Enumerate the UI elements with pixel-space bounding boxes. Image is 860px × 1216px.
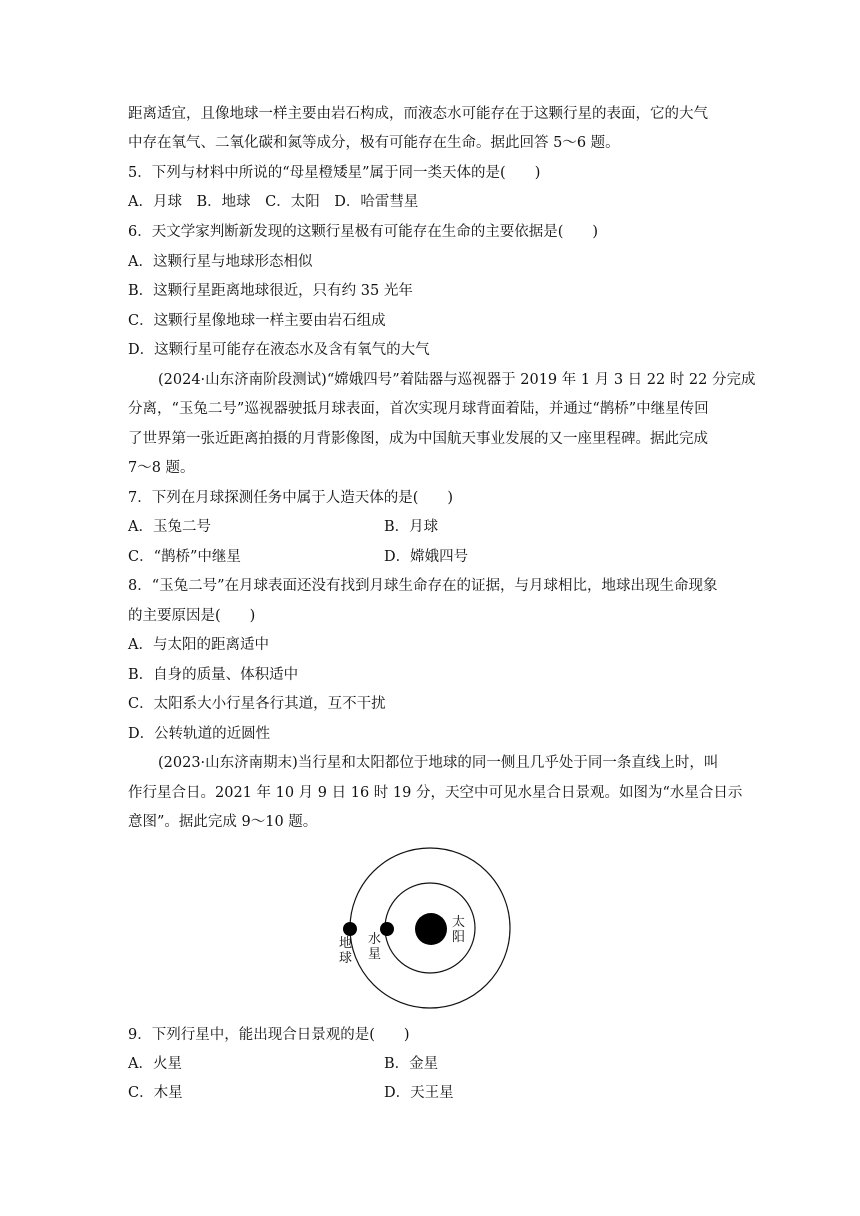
- intro-line-1: 距离适宜，且像地球一样主要由岩石构成，而液态水可能存在于这颗行星的表面，它的大气: [128, 106, 708, 122]
- sun-icon: [415, 913, 447, 945]
- passage-3-line-3: 意图”。据此完成 9～10 题。: [128, 814, 318, 830]
- question-8-option-d: D．公转轨道的近圆性: [128, 726, 271, 742]
- question-5-stem: 5．下列与材料中所说的“母星橙矮星”属于同一类天体的是( ): [128, 165, 541, 181]
- passage-2-line-4: 7～8 题。: [128, 460, 195, 476]
- earth-icon: [343, 922, 357, 936]
- question-7-option-c: C．“鹊桥”中继星: [128, 549, 241, 565]
- question-7-option-d: D．嫦娥四号: [384, 549, 469, 565]
- earth-label: 地球: [339, 936, 353, 966]
- sun-label: 太阳: [452, 915, 466, 945]
- question-6-option-c: C．这颗行星像地球一样主要由岩石组成: [128, 313, 386, 329]
- question-9-option-c: C．木星: [128, 1085, 183, 1101]
- question-8-stem-line-2: 的主要原因是( ): [128, 608, 256, 624]
- question-8-stem-line-1: 8．“玉兔二号”在月球表面还没有找到月球生命存在的证据，与月球相比，地球出现生命现象: [128, 578, 718, 594]
- question-6-option-d: D．这颗行星可能存在液态水及含有氧气的大气: [128, 342, 430, 358]
- passage-2-line-3: 了世界第一张近距离拍摄的月背影像图，成为中国航天事业发展的又一座里程碑。据此完成: [128, 431, 708, 447]
- mercury-label: 水星: [368, 932, 382, 962]
- question-9-option-d: D．天王星: [384, 1085, 454, 1101]
- question-7-stem: 7．下列在月球探测任务中属于人造天体的是( ): [128, 490, 454, 506]
- question-9-option-b: B．金星: [384, 1056, 439, 1072]
- question-8-option-a: A．与太阳的距离适中: [128, 637, 269, 653]
- question-7-option-a: A．玉兔二号: [128, 519, 211, 535]
- question-6-option-a: A．这颗行星与地球形态相似: [128, 254, 313, 270]
- question-7-option-b: B．月球: [384, 519, 439, 535]
- question-8-option-b: B．自身的质量、体积适中: [128, 667, 299, 683]
- question-6-option-b: B．这颗行星距离地球很近，只有约 35 光年: [128, 283, 413, 299]
- question-9-stem: 9．下列行星中，能出现合日景观的是( ): [128, 1027, 410, 1043]
- mercury-conjunction-diagram: [320, 840, 540, 1020]
- intro-line-2: 中存在氧气、二氧化碳和氮等成分，极有可能存在生命。据此回答 5～6 题。: [128, 135, 620, 151]
- passage-3-line-2: 作行星合日。2021 年 10 月 9 日 16 时 19 分，天空中可见水星合日景观。如图为“水星合日示: [128, 785, 743, 801]
- question-6-stem: 6．天文学家判断新发现的这颗行星极有可能存在生命的主要依据是( ): [128, 224, 599, 240]
- question-9-option-a: A．火星: [128, 1056, 182, 1072]
- passage-2-line-2: 分离，“玉兔二号”巡视器驶抵月球表面，首次实现月球背面着陆，并通过“鹊桥”中继星传回: [128, 401, 709, 417]
- question-8-option-c: C．太阳系大小行星各行其道，互不干扰: [128, 696, 386, 712]
- question-5-options: A．月球 B．地球 C．太阳 D．哈雷彗星: [128, 194, 419, 210]
- passage-3-line-1: (2023·山东济南期末)当行星和太阳都位于地球的同一侧且几乎处于同一条直线上时，叫: [158, 755, 719, 771]
- mercury-icon: [380, 922, 394, 936]
- passage-2-line-1: (2024·山东济南阶段测试)“嫦娥四号”着陆器与巡视器于 2019 年 1 月 3 日 22 时 22 分完成: [158, 372, 756, 388]
